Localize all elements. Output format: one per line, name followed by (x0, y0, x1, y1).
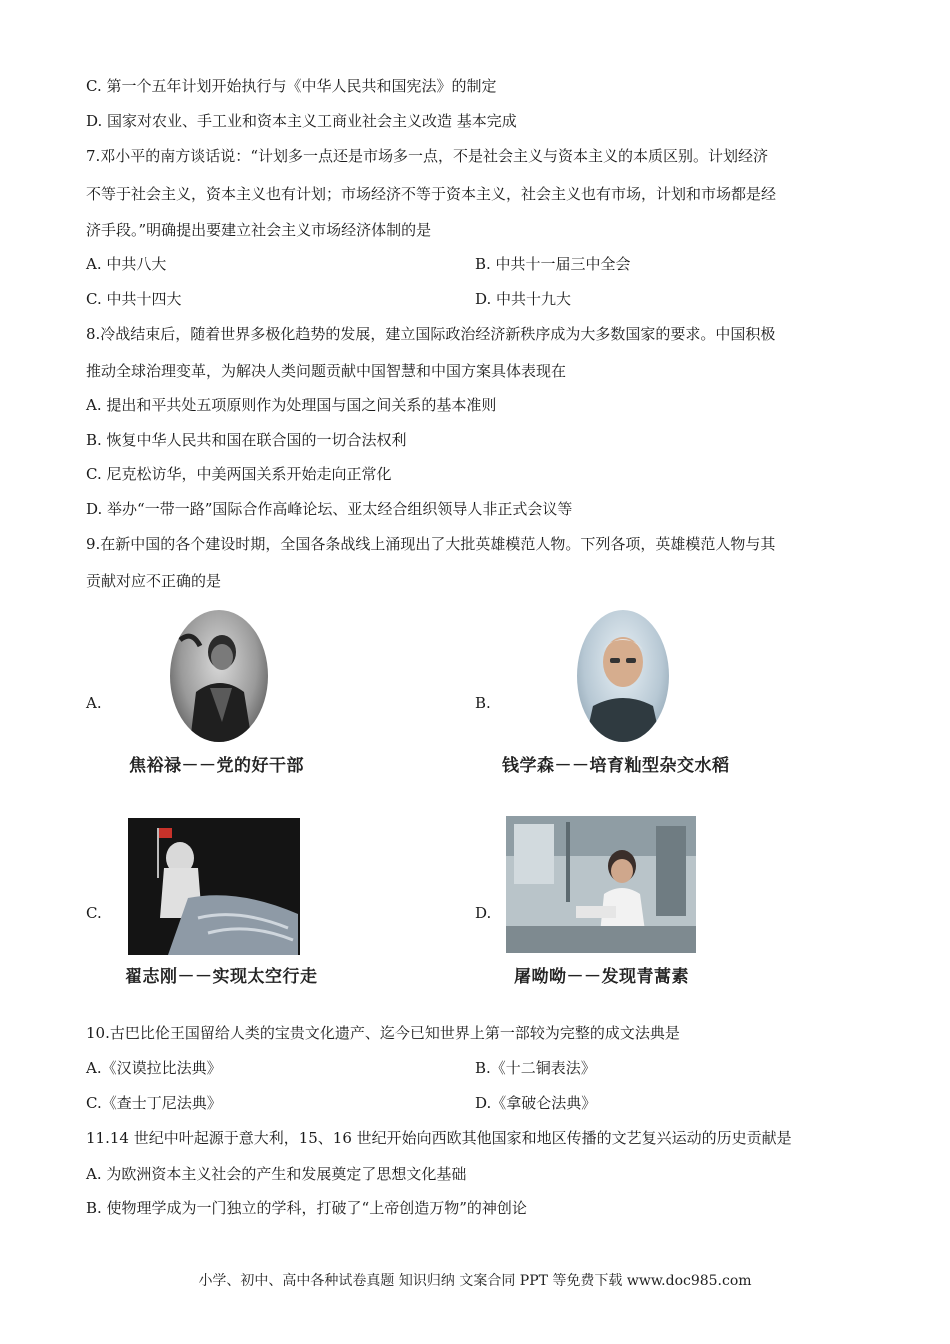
q9-option-c-caption: 翟志刚－－实现太空行走 (125, 967, 318, 987)
laboratory-photo (506, 816, 696, 953)
q8-stem-line-1: 8.冷战结束后，随着世界多极化趋势的发展，建立国际政治经济新秩序成为大多数国家的要求。中国积极 (86, 325, 776, 343)
q8-stem-line-2: 推动全球治理变革，为解决人类问题贡献中国智慧和中国方案具体表现在 (86, 362, 567, 380)
q8-option-b: B. 恢复中华人民共和国在联合国的一切合法权利 (86, 431, 407, 449)
q9-option-b-label: B. (475, 694, 491, 712)
q11-stem: 11.14 世纪中叶起源于意大利，15、16 世纪开始向西欧其他国家和地区传播的文艺复兴运动的历史贡献是 (86, 1129, 792, 1147)
q7-stem-line-3: 济手段。”明确提出要建立社会主义市场经济体制的是 (86, 221, 432, 239)
q9-option-c-label: C. (86, 904, 102, 922)
q7-option-a: A. 中共八大 (86, 255, 167, 273)
q7-option-d: D. 中共十九大 (475, 290, 572, 308)
q6-option-c: C. 第一个五年计划开始执行与《中华人民共和国宪法》的制定 (86, 77, 497, 95)
page-footer: 小学、初中、高中各种试卷真题 知识归纳 文案合同 PPT 等免费下载 www.doc985.com (198, 1273, 752, 1289)
q8-option-d: D. 举办“一带一路”国际合作高峰论坛、亚太经合组织领导人非正式会议等 (86, 500, 573, 518)
q7-stem-line-2: 不等于社会主义，资本主义也有计划；市场经济不等于资本主义，社会主义也有市场，计划和市场都是经 (86, 185, 777, 203)
portrait-photo-b (577, 610, 669, 742)
q10-stem: 10.古巴比伦王国留给人类的宝贵文化遗产、迄今已知世界上第一部较为完整的成文法典是 (86, 1024, 680, 1042)
q9-option-b-caption: 钱学森－－培育籼型杂交水稻 (502, 756, 730, 776)
q6-option-d: D. 国家对农业、手工业和资本主义工商业社会主义改造 基本完成 (86, 112, 517, 130)
q10-option-d: D.《拿破仑法典》 (475, 1094, 597, 1112)
q7-stem-line-1: 7.邓小平的南方谈话说：“计划多一点还是市场多一点，不是社会主义与资本主义的本质区别。计划经济 (86, 147, 768, 165)
q11-option-a: A. 为欧洲资本主义社会的产生和发展奠定了思想文化基础 (86, 1165, 467, 1183)
q9-stem-line-1: 9.在新中国的各个建设时期，全国各条战线上涌现出了大批英雄模范人物。下列各项，英雄模范人物与其 (86, 535, 776, 553)
q8-option-a: A. 提出和平共处五项原则作为处理国与国之间关系的基本准则 (86, 396, 497, 414)
q9-option-a-label: A. (86, 694, 102, 712)
portrait-photo-a (170, 610, 268, 742)
q9-option-d-label: D. (475, 904, 492, 922)
q9-stem-line-2: 贡献对应不正确的是 (86, 572, 222, 590)
q11-option-b: B. 使物理学成为一门独立的学科，打破了“上帝创造万物”的神创论 (86, 1199, 527, 1217)
q8-option-c: C. 尼克松访华，中美两国关系开始走向正常化 (86, 465, 392, 483)
q9-option-a-caption: 焦裕禄－－党的好干部 (129, 756, 304, 776)
spacewalk-photo (128, 818, 300, 955)
q9-option-d-caption: 屠呦呦－－发现青蒿素 (514, 967, 689, 987)
q10-option-c: C.《查士丁尼法典》 (86, 1094, 222, 1112)
q10-option-b: B.《十二铜表法》 (475, 1059, 596, 1077)
q7-option-c: C. 中共十四大 (86, 290, 182, 308)
q7-option-b: B. 中共十一届三中全会 (475, 255, 631, 273)
q10-option-a: A.《汉谟拉比法典》 (86, 1059, 222, 1077)
